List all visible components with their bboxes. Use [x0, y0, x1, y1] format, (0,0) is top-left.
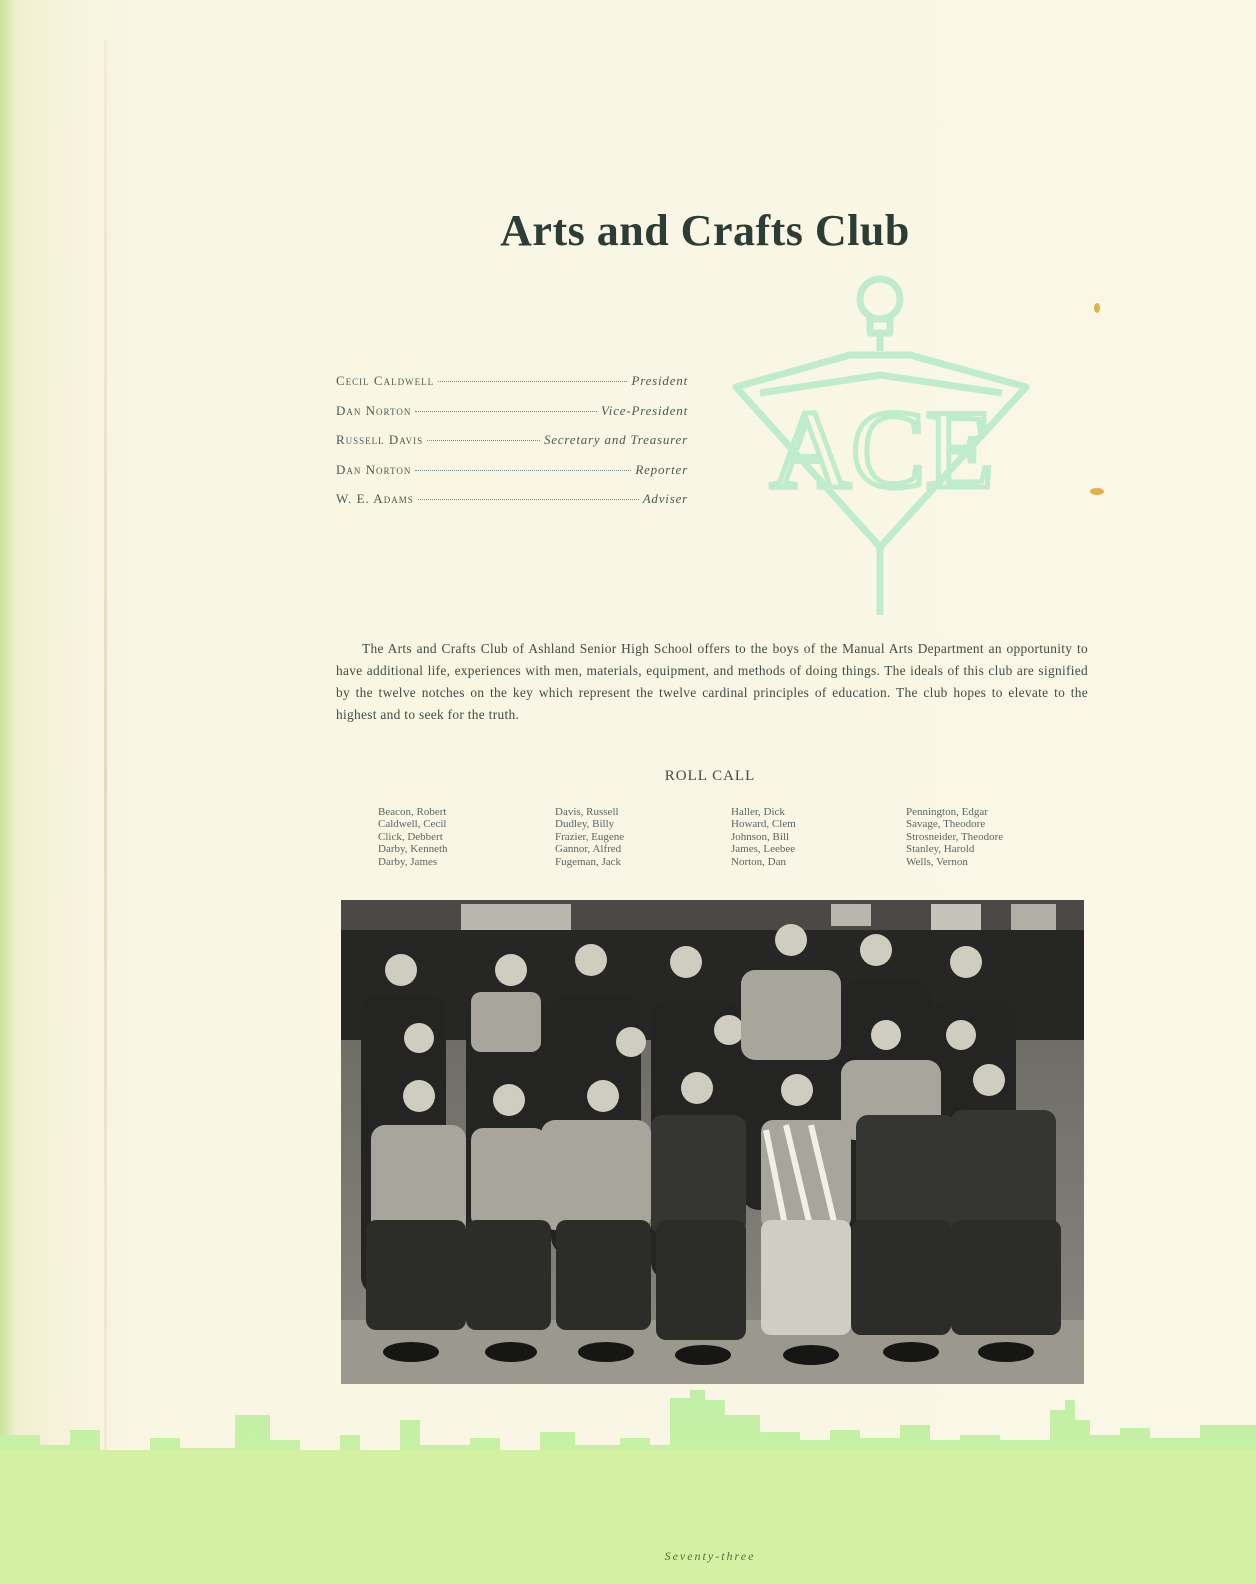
member-name: Fugeman, Jack: [555, 855, 621, 868]
officer-role: Secretary and Treasurer: [543, 432, 688, 448]
member-name: Wells, Vernon: [906, 855, 968, 868]
member-name: Frazier, Eugene: [555, 830, 625, 843]
member-name: Howard, Clem: [731, 818, 796, 831]
officer-row: [336, 432, 688, 462]
roll-call-column: [906, 806, 1081, 868]
page-crease: [104, 40, 107, 1520]
leader-dots: [415, 411, 597, 412]
binding-edge: [0, 0, 14, 1584]
emblem-letters: ACE: [770, 388, 994, 512]
member-name: Caldwell, Cecil: [378, 818, 447, 831]
member-name: Haller, Dick: [731, 806, 785, 818]
member-name: Strosneider, Theodore: [906, 830, 1004, 843]
officer-name: Russell Davis: [336, 432, 424, 448]
member-name: Gannor, Alfred: [555, 843, 622, 856]
officer-row: [336, 462, 688, 492]
member-name: Darby, James: [378, 855, 438, 868]
group-photo-image: [341, 900, 1084, 1384]
page-title: Arts and Crafts Club: [500, 206, 910, 255]
leader-dots: [418, 499, 639, 500]
group-photo: [341, 900, 1084, 1384]
roll-call-column: [731, 806, 906, 868]
officer-role: Adviser: [642, 491, 688, 507]
officer-role: President: [631, 373, 688, 388]
leader-dots: [415, 470, 631, 471]
roll-call-heading: ROLL CALL: [664, 768, 756, 784]
officer-name: Dan Norton: [336, 402, 412, 418]
roll-call-column: [378, 806, 553, 868]
member-name: Savage, Theodore: [906, 818, 986, 831]
officers-list: [336, 373, 688, 521]
page-number: Seventy-three: [664, 1549, 756, 1563]
member-name: Johnson, Bill: [731, 830, 790, 843]
member-name: James, Leebee: [731, 843, 796, 856]
officer-row: [336, 491, 688, 521]
club-description: The Arts and Crafts Club of Ashland Senior High School offers to the boys of the Manual Arts Department an opportunity to have additional life, experiences with men, materials, equipment, and methods of doing things. The ideals of this club are signified by the twelve notches on the key which represent the twelve cardinal principles of education. The club hopes to elevate to the highest and to seek for the truth.: [336, 641, 1088, 722]
officer-name: Dan Norton: [336, 461, 412, 477]
leader-dots: [427, 440, 540, 441]
leader-dots: [438, 381, 627, 382]
officer-name: W. E. Adams: [336, 491, 414, 507]
member-name: Norton, Dan: [731, 855, 786, 868]
officer-role: Vice-President: [601, 402, 688, 418]
officer-name: Cecil Caldwell: [336, 373, 435, 388]
roll-call-column: [555, 806, 730, 868]
member-name: Dudley, Billy: [555, 818, 615, 831]
member-name: Stanley, Harold: [906, 843, 975, 856]
member-name: Darby, Kenneth: [378, 843, 448, 856]
officer-row: [336, 373, 688, 403]
ink-spot: [1090, 488, 1104, 495]
member-name: Beacon, Robert: [378, 806, 447, 818]
club-emblem-logo: [730, 275, 1040, 615]
officer-role: Reporter: [635, 461, 688, 477]
key-emblem-icon: [730, 275, 1040, 615]
member-name: Click, Debbert: [378, 830, 443, 843]
officer-row: [336, 403, 688, 433]
member-name: Pennington, Edgar: [906, 806, 988, 818]
member-name: Davis, Russell: [555, 806, 619, 818]
ink-spot: [1094, 303, 1100, 313]
